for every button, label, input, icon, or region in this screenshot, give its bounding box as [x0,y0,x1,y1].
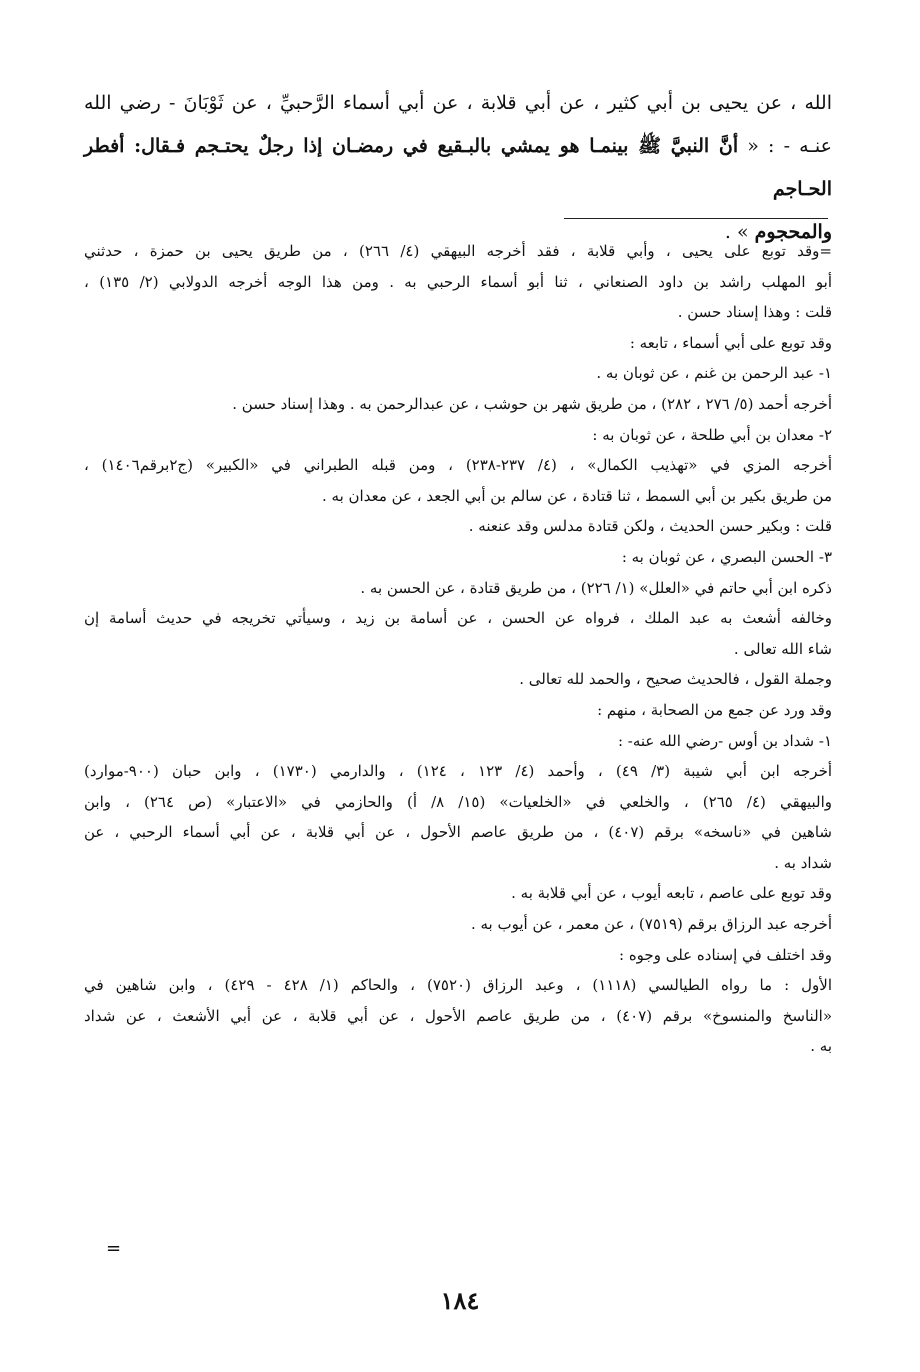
footnote-line: وقد توبع على عاصم ، تابعه أيوب ، عن أبي قلابة به . [511,884,832,903]
footnote-line: أبو المهلب راشد بن داود الصنعاني ، ثنا أبو أسماء الرحبي به . ومن هذا الوجه أخرجه الدولابي (٢/ ١٣٥) ، [84,272,832,291]
footnote-line: ٢- معدان بن أبي طلحة ، عن ثوبان به : [592,425,832,444]
footnote-line: وقد توبع على أبي أسماء ، تابعه : [629,333,832,352]
footnote-line: قلت : وبكير حسن الحديث ، ولكن قتادة مدلس وقد عنعنه . [468,517,832,536]
footnote-line: ١- عبد الرحمن بن غنم ، عن ثوبان به . [596,364,832,383]
footnote-line: والبيهقي (٤/ ٢٦٥) ، والخلعي في «الخلعيات» (١٥/ ٨/ أ) والحازمي في «الاعتبار» (ص ٢٦٤) ، وابن [84,792,832,811]
footnote-line: «الناسخ والمنسوخ» برقم (٤٠٧) ، من طريق عاصم الأحول ، عن أبي قلابة ، عن أبي الأشعث ، عن شداد [84,1006,832,1025]
footnote-line: شداد به . [774,853,832,872]
footnote-separator [564,218,828,219]
footnote-line: من طريق بكير بن أبي السمط ، ثنا قتادة ، عن سالم بن أبي الجعد ، عن معدان به . [322,486,832,505]
footnote-line: وقد اختلف في إسناده على وجوه : [619,945,832,964]
main-line-2-prefix: عنـه - : « [738,135,832,157]
footnote-line: وجملة القول ، فالحديث صحيح ، والحمد لله تعالى . [519,670,832,689]
hadith-text-end: والمحجوم [754,221,832,243]
footnote-line: شاهين في «ناسخه» برقم (٤٠٧) ، من طريق عاصم الأحول ، عن أبي قلابة ، عن أبي أسماء الرحبي ، عن [84,823,832,842]
footnote-line: قلت : وهذا إسناد حسن . [677,303,832,322]
main-text [84,82,832,254]
main-line-3-suffix: » . [724,221,755,243]
footnote-line: =وقد توبع على يحيى ، وأبي قلابة ، فقد أخرجه البيهقي (٤/ ٢٦٦) ، من طريق يحيى بن حمزة ، حدثني [84,242,832,260]
footnote-line: وقد ورد عن جمع من الصحابة ، منهم : [597,700,832,719]
main-line-1-text: الله ، عن يحيى بن أبي كثير ، عن أبي قلابة ، عن أبي أسماء الرَّحبيِّ ، عن ثَوْبَانَ - رضي الله [84,92,832,114]
main-line-1 [84,82,832,125]
footnote-line: ١- شداد بن أوس -رضي الله عنه- : [617,731,832,750]
footnote-line: أخرجه المزي في «تهذيب الكمال» ، (٤/ ٢٣٧-٢٣٨) ، ومن قبله الطبراني في «الكبير» (ج٢برقم١٤٠٦) ، [84,456,832,475]
hadith-text: أنَّ النبيَّ ﷺ بينمـا هو يمشي بالبـقيع في رمضـان إذا رجلٌ يحتـجم فـقال: أفطر الحـاجم [84,135,832,200]
footnote-line: أخرجه أحمد (٥/ ٢٧٦ ، ٢٨٢) ، من طريق شهر بن حوشب ، عن عبدالرحمن به . وهذا إسناد حسن . [232,394,832,413]
footnote-line: أخرجه عبد الرزاق برقم (٧٥١٩) ، عن معمر ، عن أيوب به . [470,915,832,934]
main-line-2 [84,125,832,211]
footnote-line: ذكره ابن أبي حاتم في «العلل» (١/ ٢٢٦) ، من طريق قتادة ، عن الحسن به . [360,578,832,597]
footnote-line: الأول : ما رواه الطيالسي (١١١٨) ، وعبد الرزاق (٧٥٢٠) ، والحاكم (١/ ٤٢٨ - ٤٢٩) ، وابن شاهين في [84,976,832,995]
footnote-line: وخالفه أشعث به عبد الملك ، فرواه عن الحسن ، عن أسامة بن زيد ، وسيأتي تخريجه في حديث أسامة إن [84,609,832,628]
footnote-line: أخرجه ابن أبي شيبة (٣/ ٤٩) ، وأحمد (٤/ ١٢٣ ، ١٢٤) ، والدارمي (١٧٣٠) ، وابن حبان (٩٠٠-موارد) [84,762,832,781]
footnote-line: به . [810,1037,832,1056]
footnote-line: ٣- الحسن البصري ، عن ثوبان به : [621,547,832,566]
page-number: ١٨٤ [440,1286,480,1315]
footnote-line: شاء الله تعالى . [733,639,832,658]
continued-mark: = [106,1238,122,1259]
footnote [84,236,832,1062]
